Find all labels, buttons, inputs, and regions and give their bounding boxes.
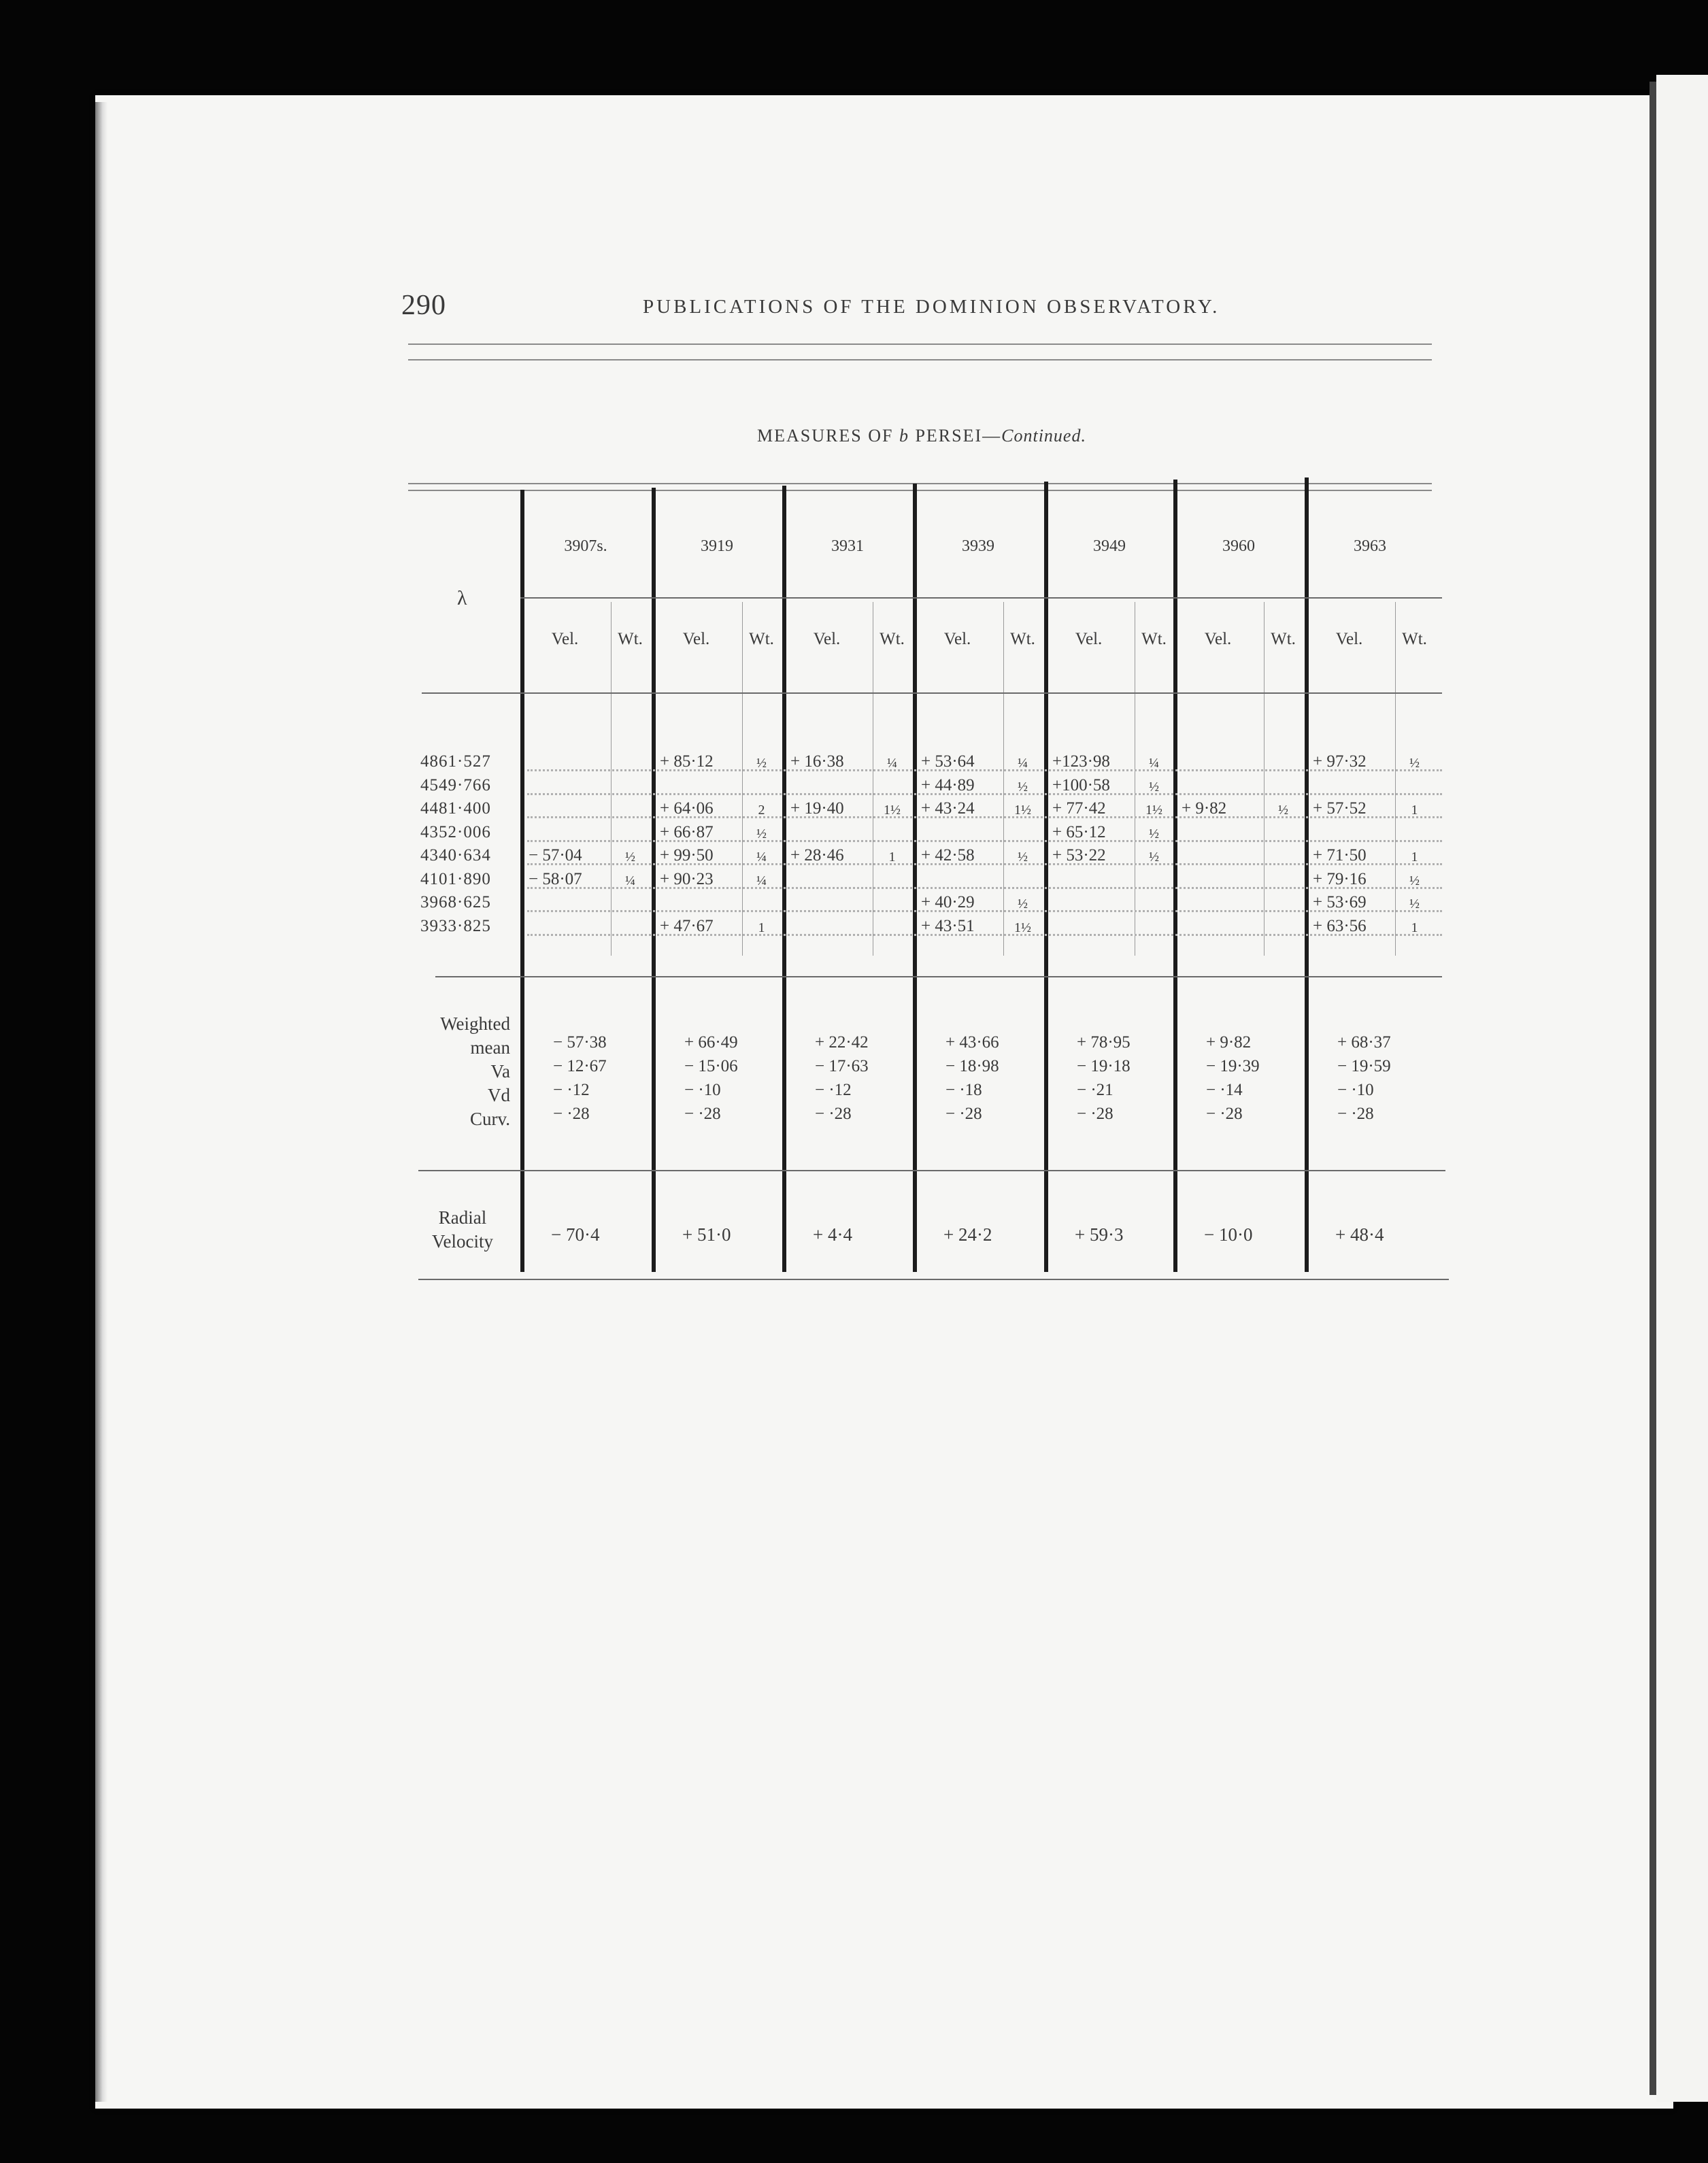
- velocity-value: + 66·87: [660, 822, 714, 841]
- radial-velocity-value: + 59·3: [1075, 1224, 1124, 1245]
- summary-value: − 19·18: [1077, 1057, 1131, 1075]
- column-separator-2: [652, 488, 656, 1272]
- velocity-value: + 53·64: [921, 752, 975, 771]
- table-title-name: PERSEI—: [909, 426, 1002, 446]
- summary-value: − 19·39: [1206, 1057, 1260, 1075]
- weight-value: ½: [1409, 896, 1420, 911]
- subcolumn-separator-6: [1264, 602, 1265, 956]
- page-number: 290: [401, 290, 446, 321]
- velocity-value: + 53·69: [1313, 893, 1367, 911]
- summary-value: − ·28: [684, 1105, 721, 1123]
- summary-value: − 18·98: [945, 1057, 999, 1075]
- summary-label: Weighted: [440, 1013, 510, 1034]
- velocity-value: + 28·46: [790, 846, 844, 865]
- summary-value: − ·21: [1077, 1081, 1113, 1099]
- plate-header: 3907s.: [564, 537, 607, 555]
- summary-value: − ·28: [1206, 1105, 1243, 1123]
- column-separator-1: [520, 490, 524, 1272]
- velocity-value: +100·58: [1052, 775, 1110, 794]
- column-separator-5: [1044, 482, 1048, 1272]
- plate-header: 3919: [701, 537, 733, 555]
- summary-value: − ·28: [1337, 1105, 1374, 1123]
- weight-value: ¼: [887, 756, 897, 771]
- wt-subheader: Wt.: [749, 630, 774, 648]
- table-rule-top-2: [408, 490, 1432, 491]
- summary-label: Va: [490, 1061, 510, 1082]
- radial-velocity-value: + 51·0: [682, 1224, 731, 1245]
- table-rule-top-1: [408, 483, 1432, 484]
- vel-subheader: Vel.: [1335, 630, 1363, 648]
- table-title-continued: Continued.: [1001, 426, 1086, 446]
- radial-velocity-value: + 24·2: [943, 1224, 992, 1245]
- wt-subheader: Wt.: [1271, 630, 1296, 648]
- summary-value: + 9·82: [1206, 1033, 1252, 1052]
- summary-value: − ·28: [553, 1105, 590, 1123]
- wavelength-label: 4861·527: [420, 752, 491, 771]
- radial-velocity-value: + 48·4: [1335, 1224, 1384, 1245]
- radial-label-line2: Velocity: [432, 1231, 493, 1252]
- weight-value: ¼: [1018, 756, 1028, 771]
- velocity-value: + 63·56: [1313, 916, 1367, 935]
- wt-subheader: Wt.: [880, 630, 905, 648]
- velocity-value: − 58·07: [529, 869, 582, 888]
- weight-value: 1: [888, 850, 896, 865]
- wavelength-label: 4352·006: [420, 822, 491, 841]
- plate-header: 3939: [962, 537, 994, 555]
- vel-subheader: Vel.: [1204, 630, 1232, 648]
- velocity-value: + 97·32: [1313, 752, 1367, 771]
- summary-value: − 57·38: [553, 1033, 607, 1052]
- summary-value: + 68·37: [1337, 1033, 1391, 1052]
- table-title-prefix: MEASURES OF: [757, 426, 899, 446]
- weight-value: 1: [1411, 920, 1418, 935]
- page-sheet: [95, 95, 1673, 2109]
- header-split-rule: [520, 597, 1442, 599]
- facing-page: [1656, 75, 1708, 2102]
- weight-value: ½: [625, 850, 635, 865]
- summary-value: − ·18: [945, 1081, 982, 1099]
- velocity-value: + 57·52: [1313, 799, 1367, 818]
- measures-bottom-rule: [435, 976, 1442, 977]
- wavelength-label: 4481·400: [420, 799, 491, 818]
- vel-subheader: Vel.: [551, 630, 579, 648]
- plate-header: 3931: [831, 537, 864, 555]
- summary-bottom-rule: [418, 1170, 1445, 1171]
- velocity-value: + 64·06: [660, 799, 714, 818]
- velocity-value: + 53·22: [1052, 846, 1106, 865]
- summary-value: − 12·67: [553, 1057, 607, 1075]
- weight-value: ½: [1409, 873, 1420, 888]
- weight-value: 1: [1411, 850, 1418, 865]
- velocity-value: − 57·04: [529, 846, 582, 865]
- velocity-value: + 90·23: [660, 869, 714, 888]
- weight-value: 2: [758, 803, 765, 818]
- weight-value: ½: [1278, 803, 1288, 818]
- weight-value: ½: [1149, 779, 1159, 794]
- velocity-value: + 9·82: [1182, 799, 1227, 818]
- weight-value: 1: [1411, 803, 1418, 818]
- weight-value: 1: [758, 920, 765, 935]
- velocity-value: + 42·58: [921, 846, 975, 865]
- summary-label: Curv.: [470, 1109, 510, 1129]
- radial-label-line1: Radial: [438, 1207, 487, 1228]
- weight-value: ½: [1409, 756, 1420, 771]
- summary-value: − 17·63: [815, 1057, 869, 1075]
- summary-value: + 22·42: [815, 1033, 869, 1052]
- summary-value: + 43·66: [945, 1033, 999, 1052]
- header-bottom-rule: [422, 692, 1442, 694]
- velocity-value: + 71·50: [1313, 846, 1367, 865]
- summary-value: + 66·49: [684, 1033, 738, 1052]
- summary-value: − ·28: [1077, 1105, 1113, 1123]
- weight-value: 1½: [1145, 803, 1162, 818]
- wavelength-label: 3968·625: [420, 893, 491, 911]
- radial-velocity-value: − 70·4: [551, 1224, 600, 1245]
- column-separator-4: [913, 484, 917, 1272]
- velocity-value: + 85·12: [660, 752, 714, 771]
- subcolumn-separator-1: [611, 602, 612, 956]
- vel-subheader: Vel.: [1075, 630, 1103, 648]
- table-title: [408, 426, 1435, 446]
- summary-value: − ·14: [1206, 1081, 1243, 1099]
- weight-value: ½: [1149, 850, 1159, 865]
- wavelength-label: 4101·890: [420, 869, 491, 888]
- velocity-value: + 99·50: [660, 846, 714, 865]
- velocity-value: + 79·16: [1313, 869, 1367, 888]
- radial-velocity-value: + 4·4: [813, 1224, 852, 1245]
- page-binding-shadow: [95, 102, 107, 2102]
- vel-subheader: Vel.: [943, 630, 971, 648]
- summary-value: − ·12: [553, 1081, 590, 1099]
- table-bottom-rule: [418, 1279, 1449, 1280]
- velocity-value: + 44·89: [921, 775, 975, 794]
- summary-value: − 15·06: [684, 1057, 738, 1075]
- weight-value: ¼: [756, 850, 767, 865]
- column-separator-3: [782, 486, 786, 1272]
- summary-label: mean: [470, 1037, 510, 1058]
- summary-label: Vd: [488, 1085, 510, 1105]
- subcolumn-separator-2: [742, 602, 743, 956]
- summary-value: − 19·59: [1337, 1057, 1391, 1075]
- lambda-header: λ: [457, 587, 467, 609]
- velocity-value: + 43·24: [921, 799, 975, 818]
- weight-value: ½: [1018, 779, 1028, 794]
- weight-value: 1½: [1014, 803, 1031, 818]
- velocity-value: + 43·51: [921, 916, 975, 935]
- weight-value: ½: [756, 756, 767, 771]
- weight-value: ½: [1018, 896, 1028, 911]
- summary-value: + 78·95: [1077, 1033, 1131, 1052]
- summary-value: − ·10: [684, 1081, 721, 1099]
- wt-subheader: Wt.: [1402, 630, 1427, 648]
- weight-value: ¼: [1149, 756, 1159, 771]
- wt-subheader: Wt.: [1141, 630, 1167, 648]
- wavelength-label: 3933·825: [420, 916, 491, 935]
- weight-value: 1½: [1014, 920, 1031, 935]
- velocity-value: + 40·29: [921, 893, 975, 911]
- weight-value: ¼: [625, 873, 635, 888]
- weight-value: ½: [1149, 826, 1159, 841]
- table-title-star: b: [899, 426, 909, 446]
- plate-header: 3963: [1354, 537, 1386, 555]
- running-title: PUBLICATIONS OF THE DOMINION OBSERVATORY.: [643, 296, 1220, 318]
- velocity-value: + 19·40: [790, 799, 844, 818]
- header-rule-bottom: [408, 359, 1432, 360]
- wavelength-label: 4549·766: [420, 775, 491, 794]
- weight-value: ½: [756, 826, 767, 841]
- header-rule-top: [408, 343, 1432, 345]
- plate-header: 3960: [1222, 537, 1255, 555]
- summary-value: − ·12: [815, 1081, 852, 1099]
- vel-subheader: Vel.: [813, 630, 841, 648]
- summary-value: − ·10: [1337, 1081, 1374, 1099]
- weight-value: ¼: [756, 873, 767, 888]
- velocity-value: + 16·38: [790, 752, 844, 771]
- velocity-value: +123·98: [1052, 752, 1110, 771]
- running-head: [401, 289, 1435, 323]
- wt-subheader: Wt.: [618, 630, 643, 648]
- summary-value: − ·28: [945, 1105, 982, 1123]
- plate-header: 3949: [1093, 537, 1126, 555]
- wt-subheader: Wt.: [1010, 630, 1035, 648]
- velocity-value: + 65·12: [1052, 822, 1106, 841]
- weight-value: ½: [1018, 850, 1028, 865]
- wavelength-label: 4340·634: [420, 846, 491, 865]
- vel-subheader: Vel.: [682, 630, 710, 648]
- velocity-value: + 77·42: [1052, 799, 1106, 818]
- facing-page-edge: [1650, 82, 1656, 2095]
- velocity-value: + 47·67: [660, 916, 714, 935]
- weight-value: 1½: [884, 803, 901, 818]
- radial-velocity-value: − 10·0: [1204, 1224, 1253, 1245]
- summary-value: − ·28: [815, 1105, 852, 1123]
